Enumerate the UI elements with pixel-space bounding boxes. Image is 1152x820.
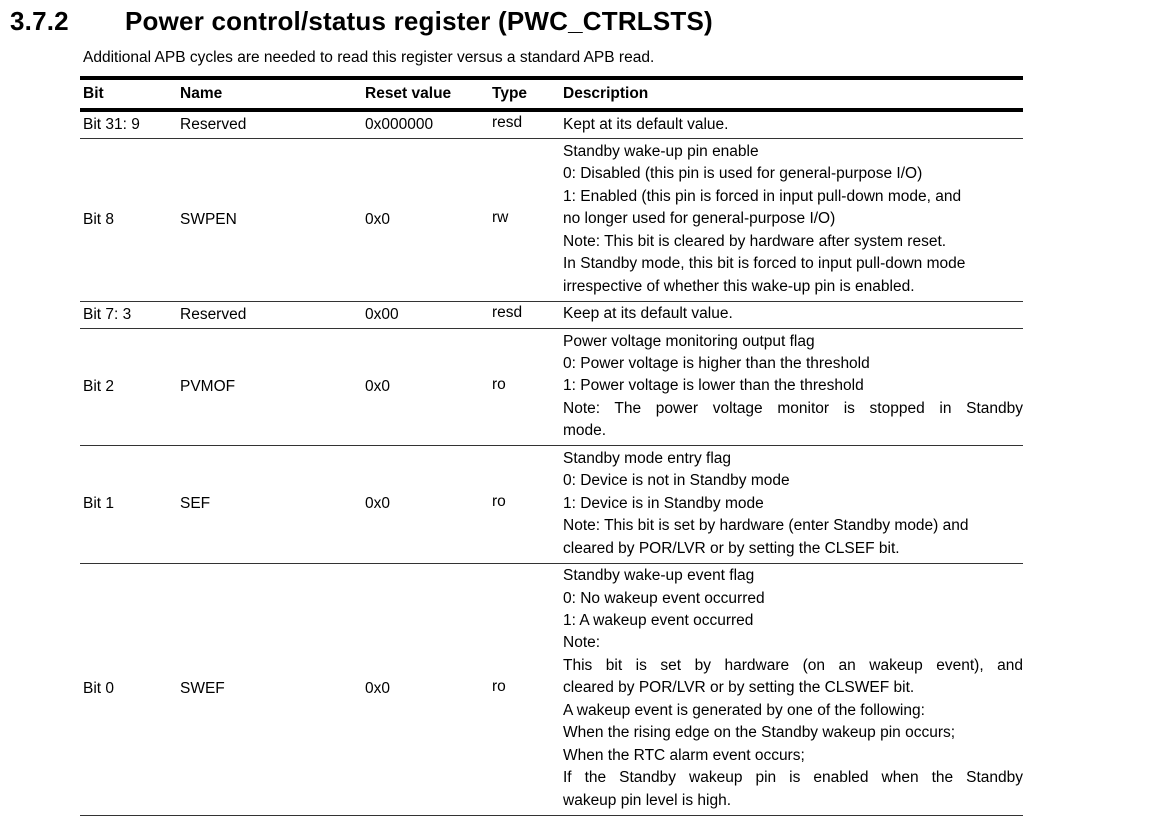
description-line: Standby mode entry flag: [563, 449, 732, 467]
description-cell: [563, 446, 1023, 562]
section-heading: [0, 0, 1152, 37]
name-cell: SWEF: [180, 679, 225, 697]
description-cell: [563, 112, 1023, 138]
bit-cell: Bit 31: 9: [83, 115, 140, 133]
description-line: A wakeup event is generated by one of the following:: [563, 701, 925, 719]
bit-cell: Bit 8: [83, 210, 115, 228]
name-cell: Reserved: [180, 305, 247, 323]
reset-value-cell: 0x0: [365, 377, 390, 395]
description-line: Note: This bit is set by hardware (enter Standby mode) and: [563, 517, 969, 535]
description-line: 0: Disabled (this pin is used for general-purpose I/O): [563, 165, 923, 183]
header-type: Type: [492, 85, 528, 102]
description-cell: [563, 564, 1023, 815]
description-line: 1: Device is in Standby mode: [563, 494, 764, 512]
reset-value-cell: 0x0: [365, 210, 390, 228]
type-cell: resd: [492, 303, 523, 321]
intro-note: Additional APB cycles are needed to read this register versus a standard APB read.: [83, 49, 655, 66]
description-line: Note: This bit is cleared by hardware after system reset.: [563, 232, 947, 250]
section-number: 3.7.2: [10, 6, 69, 36]
bit-cell: Bit 1: [83, 495, 115, 513]
description-line: 0: No wakeup event occurred: [563, 589, 765, 607]
bit-cell: Bit 0: [83, 679, 115, 697]
name-cell: SEF: [180, 495, 211, 513]
header-bit: Bit: [83, 85, 104, 102]
table-row: [80, 139, 1023, 301]
bit-cell: Bit 7: 3: [83, 305, 132, 323]
description-cell: [563, 302, 1023, 328]
header-reset-value: Reset value: [365, 85, 452, 102]
type-cell: ro: [492, 677, 506, 695]
table-row: [80, 112, 1023, 139]
description-line: 1: A wakeup event occurred: [563, 612, 754, 630]
description-line: wakeup pin level is high.: [563, 791, 732, 809]
register-table: [80, 76, 1023, 816]
description-line: Note: The power voltage monitor is stopped in Standby: [563, 399, 1023, 417]
description-line: Note:: [563, 634, 601, 652]
reset-value-cell: 0x00: [365, 305, 399, 323]
description-line: mode.: [563, 422, 607, 440]
description-line: cleared by POR/LVR or by setting the CLSEF bit.: [563, 539, 900, 557]
description-line: Standby wake-up pin enable: [563, 142, 759, 160]
table-row: [80, 329, 1023, 446]
header-name: Name: [180, 85, 223, 102]
description-cell: [563, 329, 1023, 445]
description-line: 0: Device is not in Standby mode: [563, 472, 790, 490]
name-cell: PVMOF: [180, 377, 236, 395]
description-line: In Standby mode, this bit is forced to input pull-down mode: [563, 255, 966, 273]
description-line: 1: Power voltage is lower than the threshold: [563, 377, 864, 395]
description-line: 1: Enabled (this pin is forced in input pull-down mode, and: [563, 187, 962, 205]
reset-value-cell: 0x0: [365, 679, 390, 697]
table-row: [80, 302, 1023, 329]
type-cell: rw: [492, 208, 509, 226]
description-line: If the Standby wakeup pin is enabled when the Standby: [563, 769, 1023, 787]
reset-value-cell: 0x000000: [365, 115, 434, 133]
bit-cell: Bit 2: [83, 377, 115, 395]
type-cell: ro: [492, 375, 506, 393]
name-cell: SWPEN: [180, 210, 237, 228]
description-line: When the RTC alarm event occurs;: [563, 746, 805, 764]
description-line: Power voltage monitoring output flag: [563, 332, 815, 350]
type-cell: ro: [492, 493, 506, 511]
description-line: Keep at its default value.: [563, 305, 733, 323]
description-line: When the rising edge on the Standby wakeup pin occurs;: [563, 724, 956, 742]
description-line: no longer used for general-purpose I/O): [563, 210, 836, 228]
name-cell: Reserved: [180, 115, 247, 133]
reset-value-cell: 0x0: [365, 495, 390, 513]
section-title: Power control/status register (PWC_CTRLSTS): [125, 6, 713, 36]
description-line: This bit is set by hardware (on an wakeup event), and: [563, 656, 1023, 674]
description-line: irrespective of whether this wake-up pin is enabled.: [563, 277, 915, 295]
table-header-row: [80, 80, 1023, 112]
table-row: [80, 564, 1023, 816]
description-line: 0: Power voltage is higher than the threshold: [563, 355, 870, 373]
description-line: Kept at its default value.: [563, 115, 729, 133]
description-line: Standby wake-up event flag: [563, 567, 755, 585]
description-line: cleared by POR/LVR or by setting the CLSWEF bit.: [563, 679, 915, 697]
register-table-body: [80, 112, 1023, 816]
description-cell: [563, 139, 1023, 300]
header-description: Description: [563, 85, 649, 102]
table-row: [80, 446, 1023, 563]
type-cell: resd: [492, 113, 523, 131]
